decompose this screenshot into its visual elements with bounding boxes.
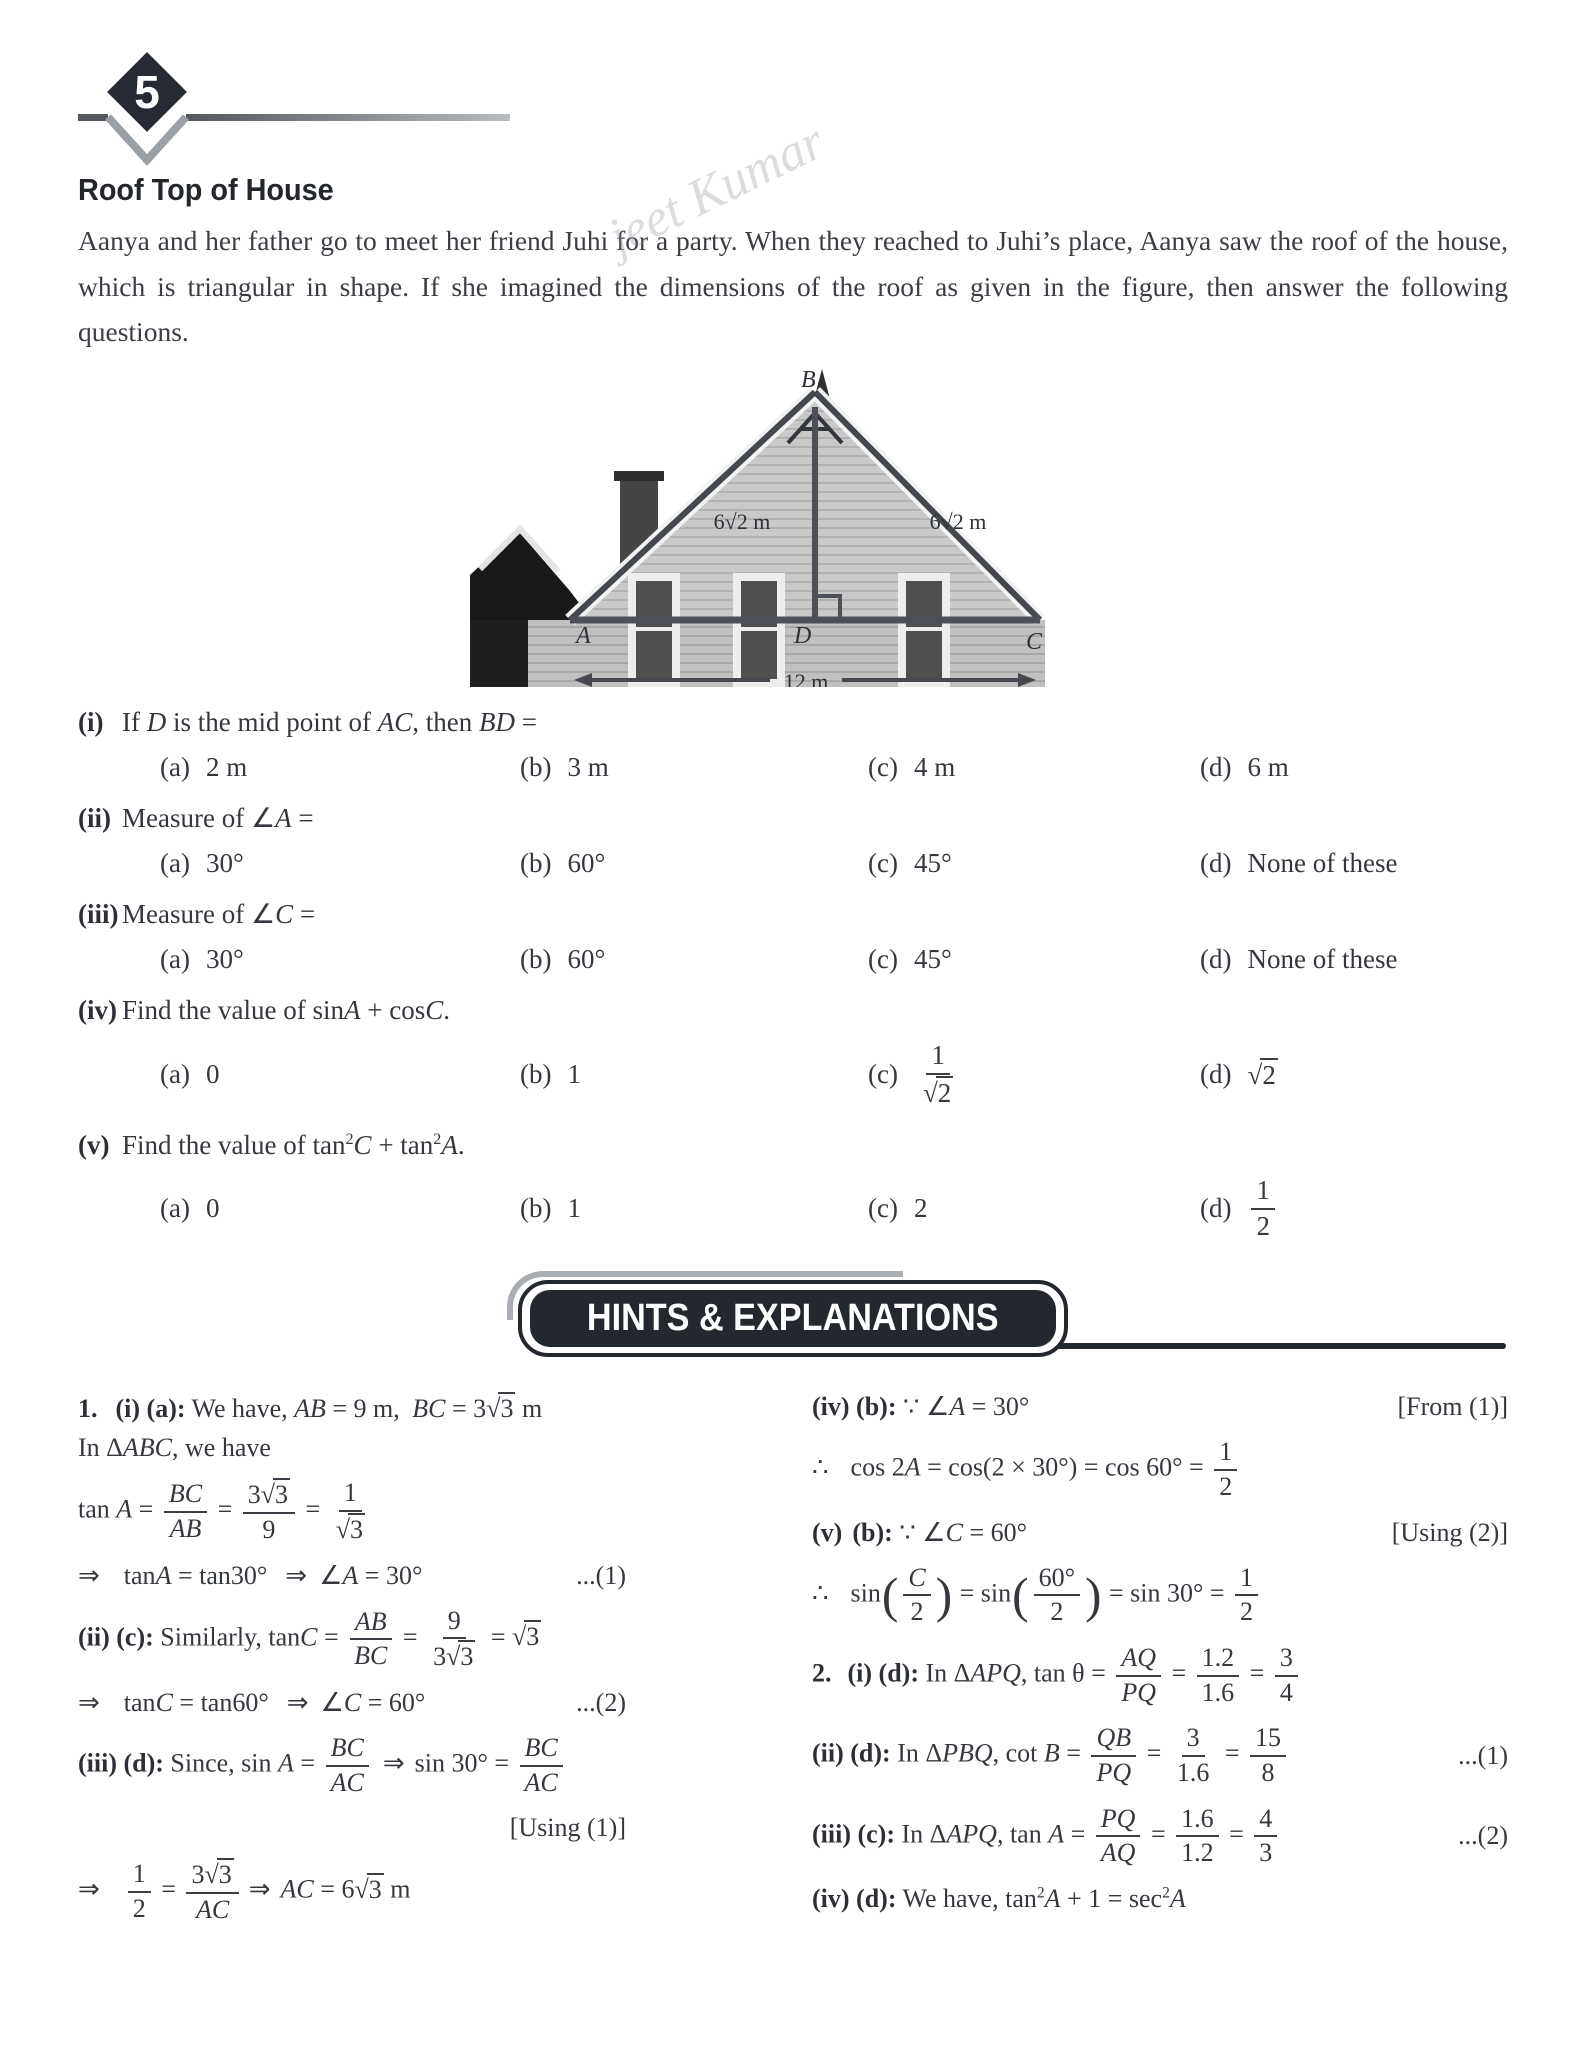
option-label: (c)	[868, 751, 898, 782]
solution-math: ⇒ tanA = tan30° ⇒ ∠A = 30°	[78, 1560, 423, 1590]
left-slope-length: 6√2 m	[713, 508, 771, 534]
solution-line	[78, 1858, 626, 1925]
figure-label-a: A	[576, 622, 591, 649]
solution-math: 2. (i) (d): In ΔAPQ, tan θ = $\frac{AQ}{PQ}$ = $\frac{1.2}{1.6}$ = $\frac{3}{4}$	[812, 1643, 1302, 1708]
option-a	[160, 944, 520, 975]
option-b	[520, 752, 868, 783]
option-b	[520, 848, 868, 879]
option-value: 2 m	[205, 751, 248, 782]
option-label: (c)	[868, 847, 898, 878]
solutions-right-column	[812, 1383, 1508, 1940]
solution-math: (iii) (d): Since, sin A = $\frac{BC}{AC}$ ⇒ sin 30° = $\frac{BC}{AC}$	[78, 1733, 567, 1798]
option-value: 6 m	[1247, 751, 1289, 782]
option-a	[160, 848, 520, 879]
option-value: 30°	[205, 943, 244, 974]
question-number: (iii)	[78, 898, 119, 929]
solution-line	[812, 1643, 1508, 1708]
question-number: (ii)	[78, 802, 111, 833]
question-number: (iv)	[78, 994, 117, 1025]
equation-tag: ...(1)	[576, 1560, 626, 1590]
option-label: (c)	[868, 1059, 898, 1090]
house-illustration	[470, 367, 1110, 687]
option-c	[868, 752, 1200, 783]
solution-math: (iv) (d): We have, $\tan^2A + 1 = \sec^2A$	[812, 1884, 1186, 1914]
solution-math: (ii) (d): In ΔPBQ, cot B = $\frac{QB}{PQ}$ = $\frac{3}{1.6}$ = $\frac{15}{8}$	[812, 1723, 1290, 1788]
option-a	[160, 1193, 520, 1224]
option-value: 60°	[567, 943, 606, 974]
option-b	[520, 944, 868, 975]
solution-math: In ΔABC, we have	[78, 1433, 271, 1463]
solutions-left-column	[78, 1383, 626, 1940]
base-length: 12 m	[783, 668, 829, 687]
page-title: Roof Top of House	[78, 172, 334, 207]
question(ii)	[78, 803, 1508, 879]
right-slope-length: 6√2 m	[929, 508, 987, 534]
option-value: 0	[205, 1059, 220, 1090]
option-label: (d)	[1200, 943, 1232, 974]
option-value: $\frac{1}{√2}$	[922, 1039, 952, 1108]
equation-tag: [Using (2)]	[1391, 1517, 1508, 1547]
solution-line	[78, 1392, 626, 1424]
option-d	[1200, 848, 1508, 879]
solution-math: 1. (i) (a): We have, AB = 9 m, BC = 3√3 m	[78, 1394, 543, 1424]
roof-figure	[470, 367, 1110, 687]
option-value: 30°	[205, 847, 244, 878]
option-label: (b)	[520, 847, 552, 878]
solution-math: ⇒ $\frac{1}{2}$ = $\frac{3√3}{AC}$ ⇒ AC = 6√3 m	[78, 1859, 411, 1925]
solution-math: (v) (b): ∵ ∠C = 60°	[812, 1517, 1028, 1547]
option-b	[520, 1059, 868, 1090]
option-d	[1200, 944, 1508, 975]
chapter-number: 5	[134, 66, 160, 118]
solution-line	[812, 1518, 1508, 1548]
question-text: If D is the mid point of AC, then BD =	[122, 706, 537, 737]
option-label: (a)	[160, 943, 190, 974]
option-d	[1200, 1058, 1508, 1091]
solution-line	[78, 1813, 626, 1843]
option-c	[868, 1040, 1200, 1110]
equation-tag: ...(1)	[1458, 1741, 1508, 1771]
option-b	[520, 1193, 868, 1224]
solution-line	[78, 1561, 626, 1591]
option-value: √2	[1247, 1060, 1276, 1091]
solution-line	[78, 1733, 626, 1798]
option-label: (c)	[868, 943, 898, 974]
hints-banner	[518, 1280, 1067, 1357]
question(v)	[78, 1130, 1508, 1243]
solution-math: ∴ sin( $\frac{C}{2}$ ) = sin( $\frac{60^\circ}{2}$ ) = sin 30° = $\frac{1}{2}$	[812, 1563, 1262, 1628]
solution-math: (iii) (c): In ΔAPQ, tan A = $\frac{PQ}{AQ}$ = $\frac{1.6}{1.2}$ = $\frac{4}{3}$	[812, 1804, 1281, 1869]
option-label: (b)	[520, 1193, 552, 1223]
banner-rule-line	[1051, 1343, 1506, 1349]
figure-label-d: D	[794, 622, 812, 649]
question-number: (v)	[78, 1129, 110, 1160]
option-label: (d)	[1200, 1059, 1232, 1090]
option-label: (a)	[160, 751, 190, 782]
question-text: Find the value of sinA + cosC.	[122, 994, 450, 1025]
solution-line	[812, 1804, 1508, 1869]
hints-banner-label: HINTS & EXPLANATIONS	[587, 1297, 999, 1340]
option-label: (b)	[520, 943, 552, 974]
option-label: (d)	[1200, 1193, 1232, 1223]
option-label: (b)	[520, 751, 552, 782]
solution-line	[78, 1606, 626, 1673]
option-label: (b)	[520, 1059, 552, 1090]
watermark-text: jeet Kumar	[599, 112, 834, 267]
option-value: 60°	[567, 847, 606, 878]
hints-banner-row	[78, 1280, 1508, 1357]
solution-line	[812, 1563, 1508, 1628]
option-label: (d)	[1200, 751, 1232, 782]
solution-line	[78, 1433, 626, 1463]
figure-label-b: B	[801, 366, 816, 393]
option-label: (c)	[868, 1193, 898, 1223]
hints-banner-pill	[530, 1290, 1055, 1347]
option-value: 4 m	[913, 751, 956, 782]
question(iii)	[78, 899, 1508, 975]
option-label: (d)	[1200, 847, 1232, 878]
solutions-section	[78, 1383, 1508, 1940]
questions-section	[78, 707, 1508, 1242]
solution-math: (iv) (b): ∵ ∠A = 30°	[812, 1392, 1030, 1422]
chapter-header	[78, 30, 1508, 170]
option-value: 0	[205, 1193, 220, 1223]
option-label: (a)	[160, 1059, 190, 1090]
question-number: (i)	[78, 706, 104, 737]
equation-tag: [Using (1)]	[509, 1813, 626, 1843]
solution-line	[812, 1723, 1508, 1788]
option-c	[868, 848, 1200, 879]
option-value: 45°	[913, 943, 952, 974]
solution-math: ⇒ tanC = tan60° ⇒ ∠C = 60°	[78, 1688, 426, 1718]
solution-line	[812, 1392, 1508, 1422]
solution-math: tan A = $\frac{BC}{AB}$ = $\frac{3√3}{9}$ = $\frac{1}{√3}$	[78, 1478, 363, 1545]
equation-tag: ...(2)	[576, 1688, 626, 1718]
option-c	[868, 1193, 1200, 1224]
option-value: 1	[567, 1059, 581, 1090]
solution-line	[812, 1437, 1508, 1502]
solution-math: ∴ cos 2A = cos(2 × 30°) = cos 60° = $\frac{1}{2}$	[812, 1437, 1241, 1502]
option-value: None of these	[1247, 943, 1398, 974]
equation-tag: [From (1)]	[1397, 1392, 1508, 1422]
solution-line	[78, 1688, 626, 1718]
option-a	[160, 1059, 520, 1090]
option-c	[868, 944, 1200, 975]
option-value: 2	[913, 1193, 928, 1223]
chapter-badge-graphic	[78, 30, 518, 170]
option-d	[1200, 1175, 1508, 1243]
equation-tag: ...(2)	[1458, 1821, 1508, 1851]
option-a	[160, 752, 520, 783]
question-text: Measure of ∠A =	[122, 802, 314, 833]
solution-line	[78, 1478, 626, 1545]
option-value: None of these	[1247, 847, 1398, 878]
question(iv)	[78, 995, 1508, 1110]
question-text: Find the value of $\tan^2C + \tan^2A$.	[122, 1129, 465, 1160]
figure-label-c: C	[1026, 628, 1043, 655]
option-value: 45°	[913, 847, 952, 878]
option-value: 3 m	[567, 751, 609, 782]
solution-line	[812, 1884, 1508, 1914]
solution-math: (ii) (c): Similarly, tanC = $\frac{AB}{BC}$ = $\frac{9}{3√3}$ = √3	[78, 1605, 540, 1672]
option-label: (a)	[160, 847, 190, 878]
question(i)	[78, 707, 1508, 783]
option-label: (a)	[160, 1193, 190, 1223]
question-text: Measure of ∠C =	[122, 898, 316, 929]
option-value: $\frac{1}{2}$	[1247, 1175, 1279, 1243]
intro-paragraph: Aanya and her father go to meet her friend Juhi for a party. When they reached to Juhi’s place, Aanya saw the roof of the house, which is triangular in shape. If she imagined the dimensions of the roof as given in the figure, then answer the following questions.	[78, 225, 1508, 348]
option-d	[1200, 752, 1508, 783]
option-value: 1	[567, 1193, 581, 1223]
